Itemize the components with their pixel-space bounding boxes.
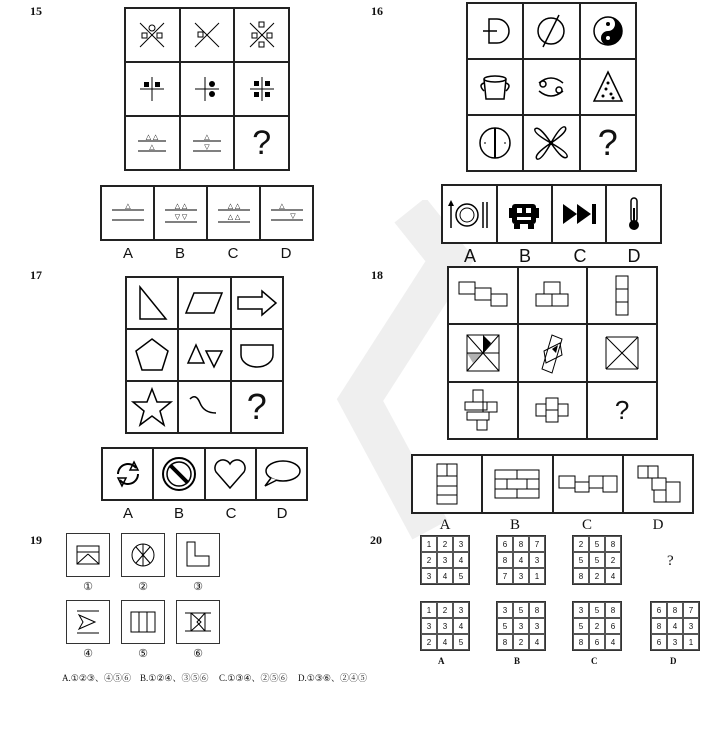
grid-cell: 5	[453, 568, 469, 584]
q20-top-grid-2	[496, 535, 546, 585]
grid-cell: 5	[497, 618, 513, 634]
q15-label-c: C	[227, 245, 239, 262]
q16-label-b: B	[518, 246, 531, 266]
q18-options	[411, 454, 694, 514]
q18-cell-8	[518, 382, 588, 439]
grid-cell: 3	[497, 602, 513, 618]
q15-option-c[interactable]	[207, 186, 260, 240]
q15-cell-2	[180, 8, 235, 62]
q16-options	[441, 184, 662, 244]
question-number-20: 20	[370, 533, 382, 547]
grid-cell: 7	[683, 602, 699, 618]
q16-cell-4	[467, 59, 523, 115]
svg-text:△: △	[204, 133, 210, 141]
q15-label-d: D	[280, 245, 292, 262]
grid-cell: 4	[529, 634, 545, 650]
q19-figure-5	[121, 600, 165, 644]
q17-label-c: C	[225, 505, 237, 522]
grid-cell: 6	[589, 634, 605, 650]
grid-cell: 3	[529, 618, 545, 634]
q15-option-d[interactable]	[260, 186, 313, 240]
grid-cell: 2	[589, 618, 605, 634]
grid-cell: 3	[437, 618, 453, 634]
q15-cell-4	[125, 62, 180, 116]
q16-cell-1	[467, 3, 523, 59]
q19-figure-2	[121, 533, 165, 577]
grid-cell: 5	[589, 602, 605, 618]
q20-top-grid-1	[420, 535, 470, 585]
q20-question-mark: ?	[667, 553, 674, 569]
svg-text:▽: ▽	[289, 212, 296, 220]
q20-option-grid-b[interactable]	[496, 601, 546, 651]
q15-cell-8	[180, 116, 235, 170]
q20-label-d: D	[670, 656, 677, 666]
q15-cell-7	[125, 116, 180, 170]
grid-cell: 3	[453, 602, 469, 618]
q20-label-b: B	[514, 656, 521, 666]
q19-label-1: ①	[83, 581, 93, 593]
grid-cell: 3	[437, 552, 453, 568]
grid-cell: 2	[421, 552, 437, 568]
q17-cell-1	[126, 277, 178, 329]
q16-option-a[interactable]	[442, 185, 497, 243]
svg-text:△: △	[149, 143, 156, 151]
grid-cell: 2	[421, 634, 437, 650]
q18-label-a: A	[439, 517, 451, 533]
q16-label-d: D	[627, 246, 641, 266]
q19-figure-1	[66, 533, 110, 577]
grid-cell: 3	[513, 568, 529, 584]
grid-cell: 6	[651, 634, 667, 650]
q18-cell-4	[448, 324, 518, 381]
question-mark: ?	[252, 123, 272, 162]
q20-label-a: A	[438, 656, 445, 666]
q16-cell-6	[580, 59, 636, 115]
grid-cell: 3	[421, 618, 437, 634]
q15-label-b: B	[174, 245, 185, 262]
svg-text:△ △: △ △	[227, 202, 240, 210]
q17-cell-question	[231, 381, 283, 433]
q19-answer-a[interactable]: A.①②③、④⑤⑥	[62, 673, 131, 683]
q17-cell-4	[126, 329, 178, 381]
svg-text:△ △: △ △	[174, 202, 187, 210]
q20-top-grid-3	[572, 535, 622, 585]
grid-cell: 3	[421, 568, 437, 584]
q15-matrix	[124, 7, 290, 171]
grid-cell: 8	[667, 602, 683, 618]
question-mark: ?	[246, 386, 267, 427]
question-number-19: 19	[30, 533, 42, 547]
q20-option-grid-d[interactable]	[650, 601, 700, 651]
q17-label-d: D	[276, 505, 288, 522]
q17-cell-5	[178, 329, 230, 381]
grid-cell: 7	[529, 536, 545, 552]
q17-cell-8	[178, 381, 230, 433]
q16-cell-question	[580, 115, 636, 171]
grid-cell: 8	[513, 536, 529, 552]
q16-label-c: C	[573, 246, 587, 266]
q18-label-d: D	[652, 517, 664, 533]
grid-cell: 8	[573, 568, 589, 584]
q17-option-c[interactable]	[205, 448, 256, 500]
q19-label-6: ⑥	[193, 648, 203, 660]
q17-cell-7	[126, 381, 178, 433]
grid-cell: 2	[573, 536, 589, 552]
q15-cell-3	[234, 8, 289, 62]
q16-option-c[interactable]	[552, 185, 607, 243]
grid-cell: 4	[605, 634, 621, 650]
grid-cell: 5	[573, 552, 589, 568]
q17-options	[101, 447, 308, 501]
grid-cell: 5	[513, 602, 529, 618]
question-number-18: 18	[371, 268, 383, 282]
grid-cell: 4	[437, 634, 453, 650]
q18-cell-5	[518, 324, 588, 381]
grid-cell: 4	[437, 568, 453, 584]
grid-cell: 5	[589, 536, 605, 552]
q19-label-4: ④	[83, 648, 93, 660]
q16-cell-7	[467, 115, 523, 171]
grid-cell: 2	[605, 552, 621, 568]
q16-cell-2	[523, 3, 579, 59]
q19-answer-d[interactable]: D.①③⑥、②④⑤	[298, 673, 367, 683]
grid-cell: 6	[497, 536, 513, 552]
grid-cell: 4	[667, 618, 683, 634]
grid-cell: 8	[573, 634, 589, 650]
q18-cell-2	[518, 267, 588, 324]
q19-label-5: ⑤	[138, 648, 148, 660]
svg-text:▽: ▽	[204, 143, 210, 151]
q18-matrix	[447, 266, 658, 440]
grid-cell: 1	[529, 568, 545, 584]
grid-cell: 4	[453, 618, 469, 634]
q15-cell-1	[125, 8, 180, 62]
q15-option-b[interactable]	[154, 186, 207, 240]
svg-text:△: △	[124, 202, 131, 210]
grid-cell: 2	[437, 536, 453, 552]
grid-cell: 6	[651, 602, 667, 618]
svg-text:△ △: △ △	[146, 133, 159, 141]
question-number-16: 16	[371, 4, 383, 18]
question-number-15: 15	[30, 4, 42, 18]
q17-cell-6	[231, 329, 283, 381]
grid-cell: 8	[605, 602, 621, 618]
q17-option-b[interactable]	[153, 448, 204, 500]
grid-cell: 2	[437, 602, 453, 618]
q18-label-c: C	[581, 517, 592, 533]
grid-cell: 3	[453, 536, 469, 552]
grid-cell: 8	[651, 618, 667, 634]
q19-label-3: ③	[193, 581, 203, 593]
q18-option-b[interactable]	[482, 455, 552, 513]
q18-option-a[interactable]	[412, 455, 482, 513]
grid-cell: 3	[513, 618, 529, 634]
q15-option-a[interactable]	[101, 186, 154, 240]
q20-option-grid-a[interactable]	[420, 601, 470, 651]
grid-cell: 5	[453, 634, 469, 650]
grid-cell: 1	[421, 602, 437, 618]
q16-label-a: A	[463, 246, 476, 266]
question-mark: ?	[597, 122, 618, 163]
q18-cell-6	[587, 324, 657, 381]
q17-label-b: B	[173, 505, 184, 522]
grid-cell: 2	[513, 634, 529, 650]
grid-cell: 8	[605, 536, 621, 552]
grid-cell: 5	[589, 552, 605, 568]
q16-option-b[interactable]	[497, 185, 552, 243]
q15-label-a: A	[122, 245, 133, 262]
grid-cell: 4	[513, 552, 529, 568]
q17-label-a: A	[122, 505, 133, 522]
q19-label-2: ②	[138, 581, 148, 593]
q17-option-d[interactable]	[256, 448, 307, 500]
q19-figure-3	[176, 533, 220, 577]
grid-cell: 4	[605, 568, 621, 584]
q15-cell-6	[234, 62, 289, 116]
svg-text:△ △: △ △	[227, 213, 240, 221]
q17-option-a[interactable]	[102, 448, 153, 500]
q18-cell-3	[587, 267, 657, 324]
q16-cell-5	[523, 59, 579, 115]
grid-cell: 2	[589, 568, 605, 584]
q16-cell-8	[523, 115, 579, 171]
grid-cell: 1	[421, 536, 437, 552]
q18-option-c[interactable]	[553, 455, 623, 513]
q16-cell-3	[580, 3, 636, 59]
q15-cell-question	[234, 116, 289, 170]
q16-matrix	[466, 2, 637, 172]
q18-option-d[interactable]	[623, 455, 693, 513]
grid-cell: 6	[605, 618, 621, 634]
grid-cell: 3	[529, 552, 545, 568]
grid-cell: 4	[453, 552, 469, 568]
question-number-17: 17	[30, 268, 42, 282]
svg-text:△: △	[278, 202, 285, 210]
q19-figure-6	[176, 600, 220, 644]
grid-cell: 8	[529, 602, 545, 618]
question-mark: ?	[614, 394, 630, 425]
q17-cell-2	[178, 277, 230, 329]
q17-cell-3	[231, 277, 283, 329]
grid-cell: 3	[573, 602, 589, 618]
q19-answer-c[interactable]: C.①③④、②⑤⑥	[219, 673, 288, 683]
grid-cell: 5	[573, 618, 589, 634]
q16-option-d[interactable]	[606, 185, 661, 243]
q20-label-c: C	[591, 656, 598, 666]
grid-cell: 8	[497, 634, 513, 650]
q15-options	[100, 185, 314, 241]
q15-cell-5	[180, 62, 235, 116]
grid-cell: 3	[683, 618, 699, 634]
q17-matrix	[125, 276, 284, 434]
q18-cell-question	[587, 382, 657, 439]
grid-cell: 8	[497, 552, 513, 568]
grid-cell: 3	[667, 634, 683, 650]
q19-figure-4	[66, 600, 110, 644]
q19-answer-b[interactable]: B.①②④、③⑤⑥	[140, 673, 209, 683]
q18-cell-7	[448, 382, 518, 439]
grid-cell: 7	[497, 568, 513, 584]
grid-cell: 1	[683, 634, 699, 650]
q18-label-b: B	[509, 517, 520, 533]
q20-option-grid-c[interactable]	[572, 601, 622, 651]
svg-text:▽ ▽: ▽ ▽	[174, 213, 187, 221]
q18-cell-1	[448, 267, 518, 324]
